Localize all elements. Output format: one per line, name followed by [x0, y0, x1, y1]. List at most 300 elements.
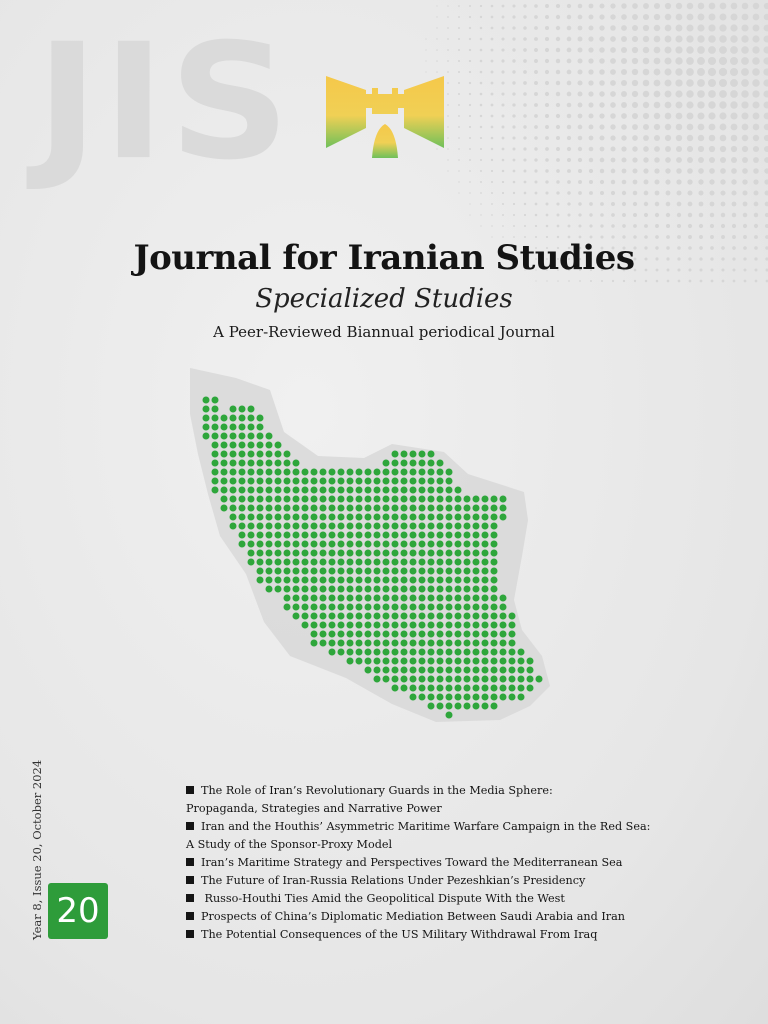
halftone-dot — [556, 81, 560, 85]
map-dot — [311, 550, 318, 557]
map-dot — [356, 622, 363, 629]
map-dot — [437, 631, 444, 638]
halftone-dot — [764, 25, 768, 32]
map-dot — [536, 676, 543, 683]
halftone-dot — [545, 59, 549, 63]
map-dot — [374, 523, 381, 530]
halftone-dot — [425, 60, 426, 61]
halftone-dot — [469, 203, 470, 204]
halftone-dot — [513, 170, 516, 173]
map-dot — [419, 505, 426, 512]
map-dot — [365, 550, 372, 557]
map-dot — [338, 505, 345, 512]
halftone-dot — [480, 49, 483, 52]
halftone-dot — [578, 180, 582, 184]
halftone-dot — [752, 57, 760, 65]
map-dot — [212, 406, 219, 413]
halftone-dot — [480, 60, 483, 63]
map-dot — [437, 523, 444, 530]
map-dot — [338, 514, 345, 521]
halftone-dot — [741, 46, 749, 54]
map-dot — [293, 460, 300, 467]
map-dot — [428, 676, 435, 683]
map-dot — [392, 667, 399, 674]
halftone-dot — [556, 15, 560, 19]
map-dot — [338, 496, 345, 503]
map-dot — [257, 541, 264, 548]
halftone-dot — [755, 280, 758, 283]
map-dot — [383, 640, 390, 647]
halftone-dot — [721, 224, 725, 228]
halftone-dot — [534, 103, 538, 107]
halftone-dot — [480, 5, 482, 7]
halftone-dot — [556, 191, 559, 194]
map-dot — [428, 550, 435, 557]
map-dot — [338, 541, 345, 548]
map-dot — [338, 478, 345, 485]
halftone-dot — [578, 48, 583, 53]
map-dot — [383, 667, 390, 674]
halftone-dot — [621, 80, 627, 86]
map-dot — [365, 469, 372, 476]
map-dot — [365, 487, 372, 494]
map-dot — [392, 631, 399, 638]
halftone-dot — [719, 101, 726, 108]
map-dot — [320, 613, 327, 620]
map-dot — [383, 487, 390, 494]
halftone-dot — [523, 147, 526, 150]
map-dot — [212, 487, 219, 494]
map-dot — [437, 703, 444, 710]
halftone-dot — [686, 68, 694, 76]
halftone-dot — [654, 179, 659, 184]
halftone-dot — [753, 113, 760, 120]
map-dot — [311, 613, 318, 620]
map-dot — [464, 559, 471, 566]
map-dot — [230, 514, 237, 521]
map-dot — [419, 550, 426, 557]
map-dot — [428, 640, 435, 647]
halftone-dot — [686, 46, 694, 54]
map-dot — [446, 505, 453, 512]
map-dot — [338, 487, 345, 494]
map-dot — [275, 451, 282, 458]
toc-item-continued: Propaganda, Strategies and Narrative Power — [186, 802, 442, 815]
map-dot — [419, 613, 426, 620]
halftone-dot — [686, 101, 693, 108]
map-dot — [392, 577, 399, 584]
map-dot — [293, 478, 300, 485]
halftone-dot — [610, 113, 616, 119]
halftone-dot — [546, 214, 549, 217]
halftone-dot — [491, 93, 494, 96]
map-dot — [248, 424, 255, 431]
halftone-dot — [567, 202, 570, 205]
halftone-dot — [458, 5, 460, 7]
map-dot — [302, 568, 309, 575]
map-dot — [428, 487, 435, 494]
map-dot — [401, 478, 408, 485]
halftone-dot — [666, 202, 671, 207]
map-dot — [257, 433, 264, 440]
map-dot — [347, 514, 354, 521]
halftone-dot — [687, 146, 693, 152]
halftone-dot — [708, 46, 716, 54]
map-dot — [419, 595, 426, 602]
halftone-dot — [675, 68, 682, 75]
map-dot — [221, 460, 228, 467]
map-dot — [365, 649, 372, 656]
toc-item-continued: A Study of the Sponsor-Proxy Model — [186, 838, 393, 851]
map-dot — [293, 532, 300, 539]
halftone-dot — [578, 114, 583, 119]
halftone-dot — [535, 192, 538, 195]
halftone-dot — [632, 58, 638, 64]
halftone-dot — [491, 115, 494, 118]
map-dot — [356, 532, 363, 539]
map-dot — [302, 514, 309, 521]
map-dot — [473, 496, 480, 503]
bullet-square-icon — [186, 786, 194, 794]
map-dot — [302, 559, 309, 566]
halftone-dot — [621, 113, 627, 119]
halftone-dot — [469, 16, 471, 18]
halftone-dot — [512, 125, 515, 128]
halftone-dot — [588, 102, 593, 107]
halftone-dot — [546, 280, 547, 281]
map-dot — [446, 658, 453, 665]
map-dot — [455, 640, 462, 647]
map-dot — [203, 415, 210, 422]
halftone-dot — [654, 113, 660, 119]
halftone-dot — [469, 214, 470, 215]
halftone-dot — [764, 146, 768, 152]
halftone-dot — [599, 91, 604, 96]
map-dot — [221, 451, 228, 458]
halftone-dot — [622, 224, 626, 228]
halftone-dot — [523, 15, 526, 18]
halftone-dot — [600, 180, 604, 184]
map-dot — [509, 676, 516, 683]
map-dot — [284, 469, 291, 476]
map-dot — [509, 622, 516, 629]
halftone-dot — [523, 70, 527, 74]
halftone-dot — [676, 135, 682, 141]
halftone-dot — [458, 27, 460, 29]
jis-watermark: JIS — [36, 8, 295, 196]
halftone-dot — [513, 181, 516, 184]
map-dot — [464, 496, 471, 503]
halftone-dot — [534, 26, 538, 30]
halftone-dot — [677, 224, 681, 228]
map-dot — [464, 613, 471, 620]
halftone-dot — [686, 24, 693, 31]
halftone-dot — [664, 46, 671, 53]
halftone-dot — [523, 125, 526, 128]
map-dot — [500, 514, 507, 521]
map-dot — [230, 433, 237, 440]
map-dot — [455, 604, 462, 611]
map-dot — [266, 505, 273, 512]
halftone-dot — [719, 35, 727, 43]
halftone-dot — [623, 280, 625, 282]
halftone-dot — [556, 26, 560, 30]
halftone-dot — [753, 124, 760, 131]
map-dot — [275, 568, 282, 575]
halftone-dot — [733, 280, 736, 283]
halftone-dot — [731, 135, 738, 142]
halftone-dot — [491, 38, 494, 41]
halftone-dot — [675, 101, 682, 108]
halftone-dot — [742, 124, 749, 131]
map-dot — [401, 613, 408, 620]
map-dot — [392, 640, 399, 647]
halftone-dot — [568, 225, 571, 228]
map-dot — [401, 460, 408, 467]
map-dot — [329, 469, 336, 476]
halftone-dot — [711, 280, 714, 283]
map-dot — [482, 559, 489, 566]
map-dot — [473, 586, 480, 593]
map-dot — [437, 532, 444, 539]
map-dot — [329, 541, 336, 548]
map-dot — [275, 442, 282, 449]
map-dot — [518, 685, 525, 692]
halftone-dot — [491, 16, 494, 19]
bullet-square-icon — [186, 858, 194, 866]
map-dot — [392, 559, 399, 566]
halftone-dot — [469, 115, 471, 117]
map-dot — [392, 604, 399, 611]
map-dot — [392, 514, 399, 521]
map-dot — [374, 595, 381, 602]
map-dot — [383, 505, 390, 512]
map-dot — [428, 649, 435, 656]
halftone-dot — [601, 280, 603, 282]
map-dot — [410, 550, 417, 557]
halftone-dot — [764, 14, 768, 21]
map-dot — [221, 496, 228, 503]
halftone-dot — [447, 5, 449, 7]
map-dot — [320, 622, 327, 629]
halftone-dot — [425, 38, 426, 39]
map-dot — [491, 559, 498, 566]
halftone-dot — [632, 146, 637, 151]
map-dot — [482, 595, 489, 602]
map-dot — [230, 487, 237, 494]
halftone-dot — [611, 202, 615, 206]
halftone-dot — [545, 114, 549, 118]
map-dot — [446, 595, 453, 602]
map-dot — [239, 478, 246, 485]
halftone-dot — [633, 169, 638, 174]
halftone-dot — [545, 48, 549, 52]
map-dot — [347, 586, 354, 593]
halftone-dot — [447, 60, 449, 62]
map-dot — [437, 649, 444, 656]
halftone-dot — [469, 38, 471, 40]
map-dot — [473, 523, 480, 530]
map-dot — [437, 478, 444, 485]
map-dot — [464, 622, 471, 629]
halftone-dot — [708, 79, 716, 87]
map-dot — [347, 622, 354, 629]
halftone-dot — [743, 224, 747, 228]
halftone-dot — [588, 58, 593, 63]
map-dot — [482, 577, 489, 584]
halftone-dot — [447, 16, 449, 18]
map-dot — [293, 559, 300, 566]
map-dot — [239, 532, 246, 539]
map-dot — [419, 577, 426, 584]
map-dot — [365, 505, 372, 512]
halftone-dot — [458, 181, 459, 182]
map-dot — [284, 559, 291, 566]
map-dot — [239, 424, 246, 431]
map-dot — [338, 613, 345, 620]
map-dot — [509, 649, 516, 656]
map-dot — [428, 631, 435, 638]
map-dot — [230, 442, 237, 449]
halftone-dot — [567, 136, 571, 140]
map-dot — [518, 667, 525, 674]
halftone-dot — [720, 124, 727, 131]
map-dot — [347, 604, 354, 611]
map-dot — [239, 460, 246, 467]
halftone-dot — [730, 90, 738, 98]
map-dot — [374, 613, 381, 620]
halftone-dot — [523, 37, 527, 41]
map-dot — [293, 523, 300, 530]
halftone-dot — [699, 202, 704, 207]
halftone-dot — [644, 213, 648, 217]
halftone-dot — [578, 81, 583, 86]
map-dot — [419, 631, 426, 638]
map-dot — [221, 478, 228, 485]
map-dot — [374, 622, 381, 629]
map-dot — [464, 631, 471, 638]
halftone-dot — [567, 213, 570, 216]
map-dot — [266, 487, 273, 494]
halftone-dot — [753, 146, 759, 152]
map-dot — [302, 541, 309, 548]
map-dot — [302, 478, 309, 485]
map-dot — [302, 550, 309, 557]
map-dot — [266, 514, 273, 521]
map-dot — [275, 487, 282, 494]
halftone-dot — [610, 69, 616, 75]
halftone-dot — [534, 15, 538, 19]
halftone-dot — [502, 181, 504, 183]
map-dot — [428, 586, 435, 593]
halftone-dot — [447, 170, 448, 171]
halftone-dot — [501, 48, 504, 51]
halftone-dot — [730, 79, 738, 87]
halftone-dot — [512, 15, 515, 18]
halftone-dot — [665, 135, 671, 141]
map-dot — [401, 541, 408, 548]
map-dot — [266, 550, 273, 557]
halftone-dot — [458, 49, 460, 51]
map-dot — [383, 631, 390, 638]
map-dot — [464, 658, 471, 665]
map-dot — [500, 694, 507, 701]
map-dot — [473, 658, 480, 665]
halftone-dot — [622, 213, 626, 217]
halftone-dot — [534, 158, 537, 161]
map-dot — [437, 586, 444, 593]
halftone-dot — [523, 114, 527, 118]
map-dot — [509, 694, 516, 701]
map-dot — [320, 487, 327, 494]
halftone-dot — [676, 25, 683, 32]
halftone-dot — [754, 191, 759, 196]
halftone-dot — [687, 14, 694, 21]
map-dot — [365, 523, 372, 530]
halftone-dot — [643, 47, 650, 54]
halftone-dot — [612, 280, 614, 282]
halftone-dot — [491, 225, 492, 226]
toc-item: Russo-Houthi Ties Amid the Geopolitical Dispute With the West — [186, 890, 666, 908]
halftone-dot — [545, 169, 548, 172]
map-dot — [374, 586, 381, 593]
journal-subtitle: Specialized Studies — [255, 284, 513, 314]
map-dot — [419, 694, 426, 701]
map-dot — [446, 532, 453, 539]
map-dot — [284, 604, 291, 611]
map-dot — [410, 694, 417, 701]
halftone-dot — [621, 91, 627, 97]
halftone-dot — [599, 135, 604, 140]
map-dot — [410, 676, 417, 683]
map-dot — [473, 514, 480, 521]
halftone-dot — [731, 190, 736, 195]
halftone-dot — [578, 37, 583, 42]
halftone-dot — [502, 159, 505, 162]
map-dot — [248, 550, 255, 557]
halftone-dot — [502, 214, 504, 216]
map-dot — [464, 505, 471, 512]
halftone-dot — [491, 82, 494, 85]
map-dot — [347, 487, 354, 494]
halftone-dot — [688, 213, 692, 217]
map-dot — [302, 577, 309, 584]
map-dot — [266, 586, 273, 593]
map-dot — [527, 667, 534, 674]
halftone-dot — [578, 103, 583, 108]
halftone-dot — [578, 26, 583, 31]
halftone-dot — [731, 3, 738, 10]
halftone-dot — [621, 146, 626, 151]
map-dot — [212, 451, 219, 458]
halftone-dot — [556, 4, 560, 8]
halftone-dot — [666, 191, 671, 196]
map-dot — [356, 550, 363, 557]
map-dot — [311, 586, 318, 593]
map-dot — [392, 595, 399, 602]
halftone-dot — [741, 57, 749, 65]
map-dot — [437, 676, 444, 683]
halftone-dot — [501, 59, 504, 62]
halftone-dot — [752, 101, 759, 108]
map-dot — [347, 577, 354, 584]
halftone-dot — [708, 35, 716, 43]
map-dot — [410, 586, 417, 593]
halftone-dot — [720, 3, 727, 10]
map-dot — [266, 469, 273, 476]
map-dot — [347, 532, 354, 539]
halftone-dot — [687, 157, 693, 163]
